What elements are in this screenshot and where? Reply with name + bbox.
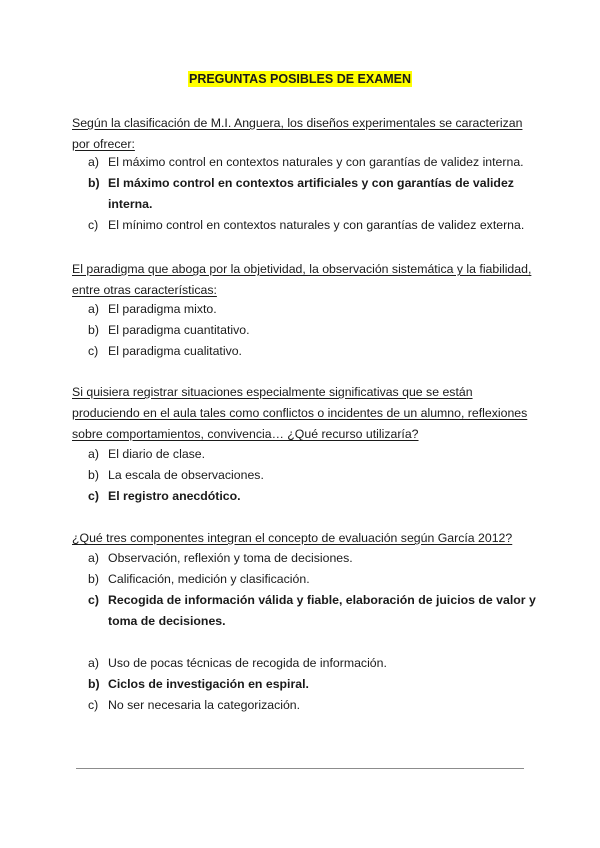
option-letter: c) <box>88 698 99 712</box>
option-text: La escala de observaciones. <box>108 468 264 482</box>
question-1: Según la clasificación de M.I. Anguera, los diseños experimentales se caracterizan por ofrecer: <box>72 116 523 151</box>
option-letter: c) <box>88 489 99 503</box>
option-letter: a) <box>88 551 99 565</box>
option-letter: c) <box>88 344 99 358</box>
option-4a[interactable] <box>88 548 538 569</box>
question-3-options <box>88 444 538 507</box>
option-text: Observación, reflexión y toma de decisiones. <box>108 551 353 565</box>
option-text: Uso de pocas técnicas de recogida de información. <box>108 656 387 670</box>
option-letter: c) <box>88 218 99 232</box>
question-3: Si quisiera registrar situaciones especialmente significativas que se están produciendo en el aula tales como conflictos o incidentes de un alumno, reflexiones sobre comportamientos, convivencia… ¿Qué recurso utilizaría? <box>72 385 528 441</box>
option-letter: b) <box>88 572 99 586</box>
option-1b-correct[interactable] <box>88 173 538 215</box>
option-letter: b) <box>88 323 99 337</box>
option-text: Ciclos de investigación en espiral. <box>108 677 309 691</box>
option-3a[interactable] <box>88 444 538 465</box>
option-letter: a) <box>88 656 99 670</box>
option-letter: a) <box>88 155 99 169</box>
option-3c-correct[interactable] <box>88 486 538 507</box>
option-text: El mínimo control en contextos naturales y con garantías de validez externa. <box>108 218 525 232</box>
question-2-options <box>88 299 538 362</box>
page-divider <box>76 768 524 769</box>
question-2: El paradigma que aboga por la objetividad, la observación sistemática y la fiabilidad, entre otras características: <box>72 262 532 297</box>
option-4c-correct[interactable] <box>88 590 538 632</box>
option-5a[interactable] <box>88 653 538 674</box>
option-3b[interactable] <box>88 465 538 486</box>
question-4-options <box>88 548 538 632</box>
option-text: El registro anecdótico. <box>108 489 241 503</box>
option-2c[interactable] <box>88 341 538 362</box>
option-4b[interactable] <box>88 569 538 590</box>
question-1-options <box>88 152 538 236</box>
option-text: El máximo control en contextos naturales y con garantías de validez interna. <box>108 155 524 169</box>
page-title <box>0 70 600 88</box>
option-text: No ser necesaria la categorización. <box>108 698 301 712</box>
option-letter: c) <box>88 593 99 607</box>
option-letter: b) <box>88 468 99 482</box>
option-letter: a) <box>88 302 99 316</box>
option-text: Calificación, medición y clasificación. <box>108 572 310 586</box>
option-text: Recogida de información válida y fiable, elaboración de juicios de valor y toma de decisiones. <box>108 593 536 628</box>
option-2b[interactable] <box>88 320 538 341</box>
option-2a[interactable] <box>88 299 538 320</box>
question-5-options <box>88 653 538 716</box>
option-5c[interactable] <box>88 695 538 716</box>
option-letter: b) <box>88 677 100 691</box>
option-1a[interactable] <box>88 152 538 173</box>
option-text: El paradigma cualitativo. <box>108 344 242 358</box>
option-text: El paradigma cuantitativo. <box>108 323 250 337</box>
option-text: El diario de clase. <box>108 447 206 461</box>
option-letter: b) <box>88 176 100 190</box>
option-text: El máximo control en contextos artificiales y con garantías de validez interna. <box>108 176 514 211</box>
option-1c[interactable] <box>88 215 538 236</box>
question-4: ¿Qué tres componentes integran el concepto de evaluación según García 2012? <box>72 531 513 545</box>
option-letter: a) <box>88 447 99 461</box>
page-title-text: PREGUNTAS POSIBLES DE EXAMEN <box>188 72 412 86</box>
option-text: El paradigma mixto. <box>108 302 217 316</box>
option-5b-correct[interactable] <box>88 674 538 695</box>
